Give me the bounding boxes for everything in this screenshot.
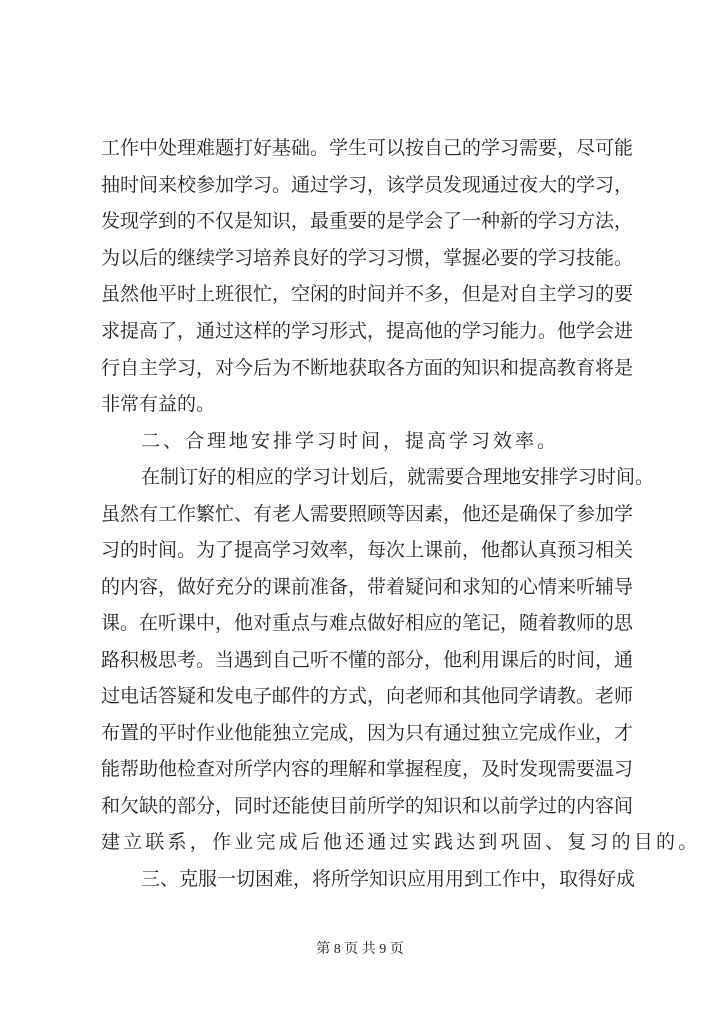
body-text-line: 在制订好的相应的学习计划后，就需要合理地安排学习时间。 bbox=[141, 466, 655, 488]
body-text-line: 布置的平时作业他能独立完成，因为只有通过独立完成作业，才 bbox=[101, 722, 634, 744]
body-text-line: 和欠缺的部分，同时还能使目前所学的知识和以前学过的内容间 bbox=[101, 795, 634, 817]
body-text-line: 为以后的继续学习培养良好的学习习惯，掌握必要的学习技能。 bbox=[101, 247, 634, 269]
body-text-line: 行自主学习，对今后为不断地获取各方面的知识和提高教育将是 bbox=[101, 357, 634, 379]
body-text-line: 过电话答疑和发电子邮件的方式，向老师和其他同学请教。老师 bbox=[101, 685, 634, 707]
body-text-line: 的内容，做好充分的课前准备，带着疑问和求知的心情来听辅导 bbox=[101, 576, 634, 598]
body-text-line: 工作中处理难题打好基础。学生可以按自己的学习需要，尽可能 bbox=[101, 137, 634, 159]
section-heading: 三、克服一切困难，将所学知识应用用到工作中，取得好成 bbox=[141, 868, 636, 890]
body-text-line: 发现学到的不仅是知识，最重要的是学会了一种新的学习方法， bbox=[101, 210, 634, 232]
body-text-line: 虽然有工作繁忙、有老人需要照顾等因素，他还是确保了参加学 bbox=[101, 503, 634, 525]
section-heading: 二、合理地安排学习时间，提高学习效率。 bbox=[141, 430, 560, 452]
body-text-line: 路积极思考。当遇到自己听不懂的部分，他利用课后的时间，通 bbox=[101, 649, 634, 671]
body-text-line: 课。在听课中，他对重点与难点做好相应的笔记，随着教师的思 bbox=[101, 612, 634, 634]
body-text-line: 建立联系，作业完成后他还通过实践达到巩固、复习的目的。 bbox=[101, 831, 701, 853]
body-text-line: 虽然他平时上班很忙，空闲的时间并不多，但是对自主学习的要 bbox=[101, 283, 634, 305]
page-number-footer: 第 8 页 共 9 页 bbox=[316, 942, 404, 957]
body-text-line: 求提高了，通过这样的学习形式，提高他的学习能力。他学会进 bbox=[101, 320, 634, 342]
body-text-line: 抽时间来校参加学习。通过学习，该学员发现通过夜大的学习， bbox=[101, 174, 634, 196]
body-text-line: 非常有益的。 bbox=[101, 393, 216, 415]
body-text-line: 能帮助他检查对所学内容的理解和掌握程度，及时发现需要温习 bbox=[101, 758, 634, 780]
body-text-line: 习的时间。为了提高学习效率，每次上课前，他都认真预习相关 bbox=[101, 539, 634, 561]
